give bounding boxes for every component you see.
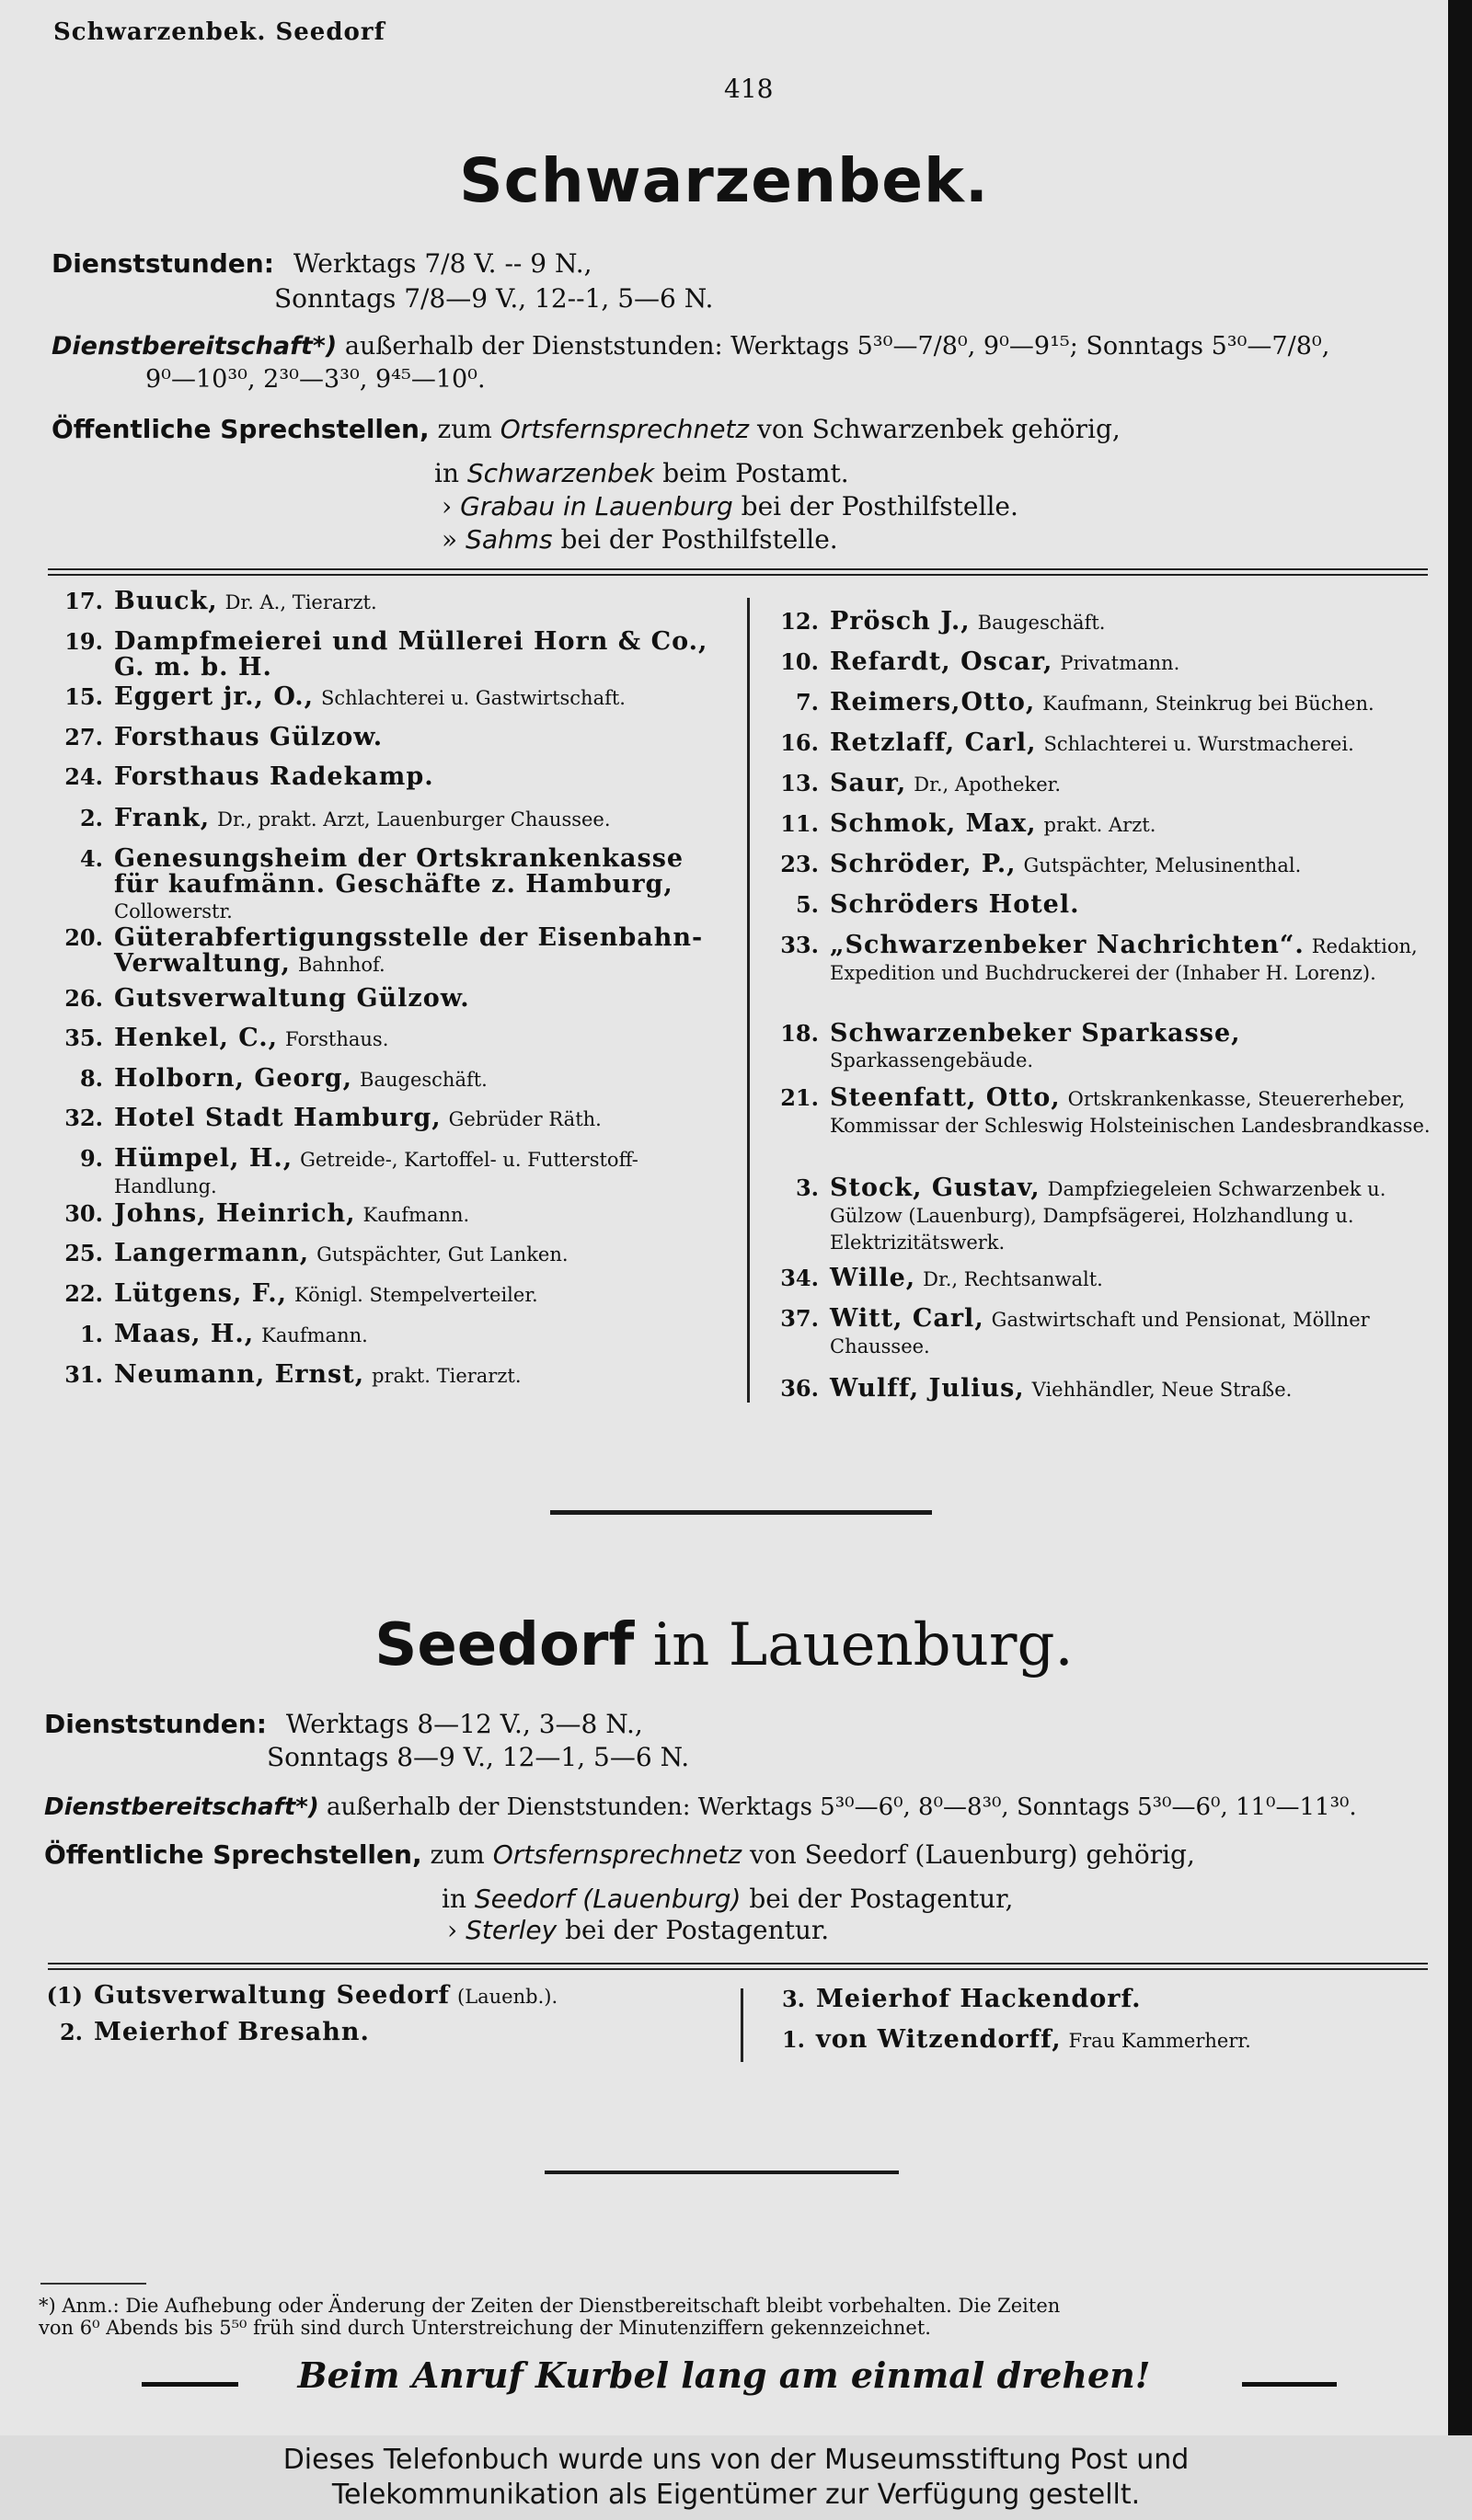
entry-number: 4. [79,845,103,872]
entry-name: Langermann, [114,1239,310,1267]
entry-name: „Schwarzenbeker Nachrichten“. [830,931,1305,959]
entry-description: Collowerstr. [114,900,233,922]
entry-description: Dr., Apotheker. [914,773,1062,796]
bereitschaft-row-1 [44,1793,1357,1821]
entry-text [830,933,1435,986]
entry-name: Stock, Gustav, [830,1174,1041,1202]
footnote-rule [40,2283,146,2285]
entry-number: 21. [780,1084,819,1111]
entry-number: 13. [780,770,819,796]
entry-text [114,1146,729,1199]
dienststunden-label: Dienststunden: [52,248,274,279]
sprech-gehoerig: von Seedorf (Lauenburg) gehörig, [750,1839,1195,1870]
entry-name: Schmok, Max, [830,809,1037,838]
entry-name: Schröder, P., [830,850,1017,878]
entry-description: Bahnhof. [297,954,385,976]
running-head: Schwarzenbek. Seedorf [53,18,385,46]
sprech-row-1 [52,416,1121,443]
section-separator [545,2171,899,2174]
entry-name: Forsthaus Gülzow. [114,723,384,751]
entry-number: 23. [780,851,819,877]
dienststunden-werktags: Werktags 8—12 V., 3—8 N., [285,1709,643,1739]
sprech-place-2-loc: bei der Postagentur. [565,1915,830,1945]
entry-name: Hümpel, H., [114,1144,293,1173]
entry-text [830,892,1435,919]
callout-rule-right [1242,2382,1337,2387]
entry-name: Frank, [114,804,211,832]
entry-description: Gebrüder Räth. [448,1108,602,1130]
double-rule [48,568,1428,576]
sprech-zum: zum [430,1839,485,1870]
sprech-netz: Ortsfernsprechnetz [492,1839,742,1870]
entry-number: 2. [79,805,103,831]
entry-text [830,690,1435,716]
sprech-mark: › [447,1915,458,1945]
entry-number: 15. [64,683,103,710]
entry-text [830,1306,1435,1359]
entry-name: Prösch J., [830,607,971,636]
entry-text [830,1266,1435,1292]
entry-name: von Witzendorff, [816,2025,1062,2054]
entry-description: Frau Kammerherr. [1068,2030,1251,2052]
footnote-line-1: *) Anm.: Die Aufhebung oder Änderung der Zeiten der Dienstbereitschaft bleibt vorbehalten. Die Zeiten [39,2295,1061,2317]
entry-text [830,1085,1435,1139]
entry-text [816,1987,1431,2013]
entry-description: Dr. A., Tierarzt. [224,591,377,613]
credit-line-1: Dieses Telefonbuch wurde uns von der Museumsstiftung Post und [282,2444,1190,2476]
entry-description: Baugeschäft. [977,612,1106,634]
entry-name: Gutsverwaltung Seedorf [94,1981,451,2010]
entry-name: Refardt, Oscar, [830,647,1053,676]
entry-number: 16. [780,729,819,756]
sprech-row-2 [434,460,849,487]
entry-name: Forsthaus Radekamp. [114,762,434,791]
bereitschaft-label: Dienstbereitschaft*) [52,332,338,361]
entry-name: Maas, H., [114,1320,255,1348]
entry-name: Lütgens, F., [114,1279,288,1308]
entry-name: Hotel Stadt Hamburg, [114,1104,442,1132]
sprech-place-2: Sterley [466,1915,558,1945]
entry-text [830,771,1435,797]
entry-text [830,1175,1435,1255]
sprech-place-1: Seedorf (Lauenburg) [474,1884,742,1914]
entry-description: Gastwirtschaft und Pensionat, Möllner Chaussee. [830,1309,1370,1357]
sprech-place-2-loc: bei der Posthilfstelle. [741,491,1018,521]
sprech-place-3-loc: bei der Posthilfstelle. [560,524,838,555]
entry-text [830,609,1435,636]
entry-name: Eggert jr., O., [114,682,315,711]
entry-text [114,1025,729,1052]
callout-text: Beim Anruf Kurbel lang am einmal drehen! [297,2354,1151,2396]
entry-description: Gutspächter, Melusinenthal. [1023,854,1302,876]
entry-number: 35. [64,1025,103,1051]
entry-number: 5. [795,891,819,918]
entry-description: Ortskrankenkasse, Steuererheber, Kommissar der Schleswig Holsteinischen Landesbrandkasse. [830,1088,1431,1137]
column-divider [747,598,750,1403]
credit-line-2: Telekommunikation als Eigentümer zur Verfügung gestellt. [331,2479,1141,2511]
sprech-row-3 [442,493,1018,521]
entry-number: 12. [780,608,819,635]
bereitschaft-text-1: außerhalb der Dienststunden: Werktags 5³⁰—6⁰, 8⁰—8³⁰, Sonntags 5³⁰—6⁰, 11⁰—11³⁰. [327,1793,1357,1821]
entry-description: Königl. Stempelverteiler. [293,1284,538,1306]
entry-text [94,1983,708,2010]
entry-description: prakt. Tierarzt. [372,1365,522,1387]
entry-name: Henkel, C., [114,1024,279,1052]
entry-text [114,629,729,682]
section-separator [550,1510,932,1515]
entry-name: Meierhof Hackendorf. [816,1985,1142,2013]
entry-text [114,1066,729,1093]
entry-description: Kaufmann. [362,1204,470,1226]
entry-name: Holborn, Georg, [114,1064,353,1093]
entry-number: 26. [64,985,103,1012]
entry-number: 24. [64,763,103,790]
entry-description: Privatmann. [1060,652,1180,674]
entry-name: Neumann, Ernst, [114,1360,365,1389]
entry-text [114,589,729,615]
bereitschaft-text-2: 9⁰—10³⁰, 2³⁰—3³⁰, 9⁴⁵—10⁰. [145,365,486,394]
entry-name: Retzlaff, Carl, [830,728,1037,757]
entry-description: Kaufmann. [261,1324,368,1346]
sprech-place-1-loc: bei der Postagentur, [749,1884,1014,1914]
entry-number: 22. [64,1280,103,1307]
dienststunden-row-1 [44,1711,643,1738]
entry-name: Gutsverwaltung Gülzow. [114,984,470,1013]
entry-number: 27. [64,724,103,750]
entry-name: Güterabfertigungsstelle der Eisenbahn-Verwaltung, [114,923,704,978]
section-title-seedorf [0,1611,1448,1679]
page-number: 418 [724,74,774,104]
entry-name: Schröders Hotel. [830,890,1080,919]
credit-bar [0,2435,1472,2520]
entry-name: Schwarzenbeker Sparkasse, [830,1019,1241,1048]
entry-number: 37. [780,1305,819,1332]
entry-text [816,2027,1431,2054]
entry-description: (Lauenb.). [457,1986,558,2008]
entry-text [114,1362,729,1389]
entry-text [114,764,729,791]
entry-number: (1) [46,1982,83,2009]
sprech-place-2: Grabau in Lauenburg [460,491,733,521]
entry-description: Dr., Rechtsanwalt. [923,1268,1103,1290]
entry-text [830,1021,1435,1073]
entry-description: Redaktion, Expedition und Buchdruckerei der (Inhaber H. Lorenz). [830,935,1418,984]
entry-name: Wille, [830,1264,916,1292]
entry-number: 30. [64,1200,103,1227]
entry-name: Johns, Heinrich, [114,1199,356,1228]
entry-number: 31. [64,1361,103,1388]
sprech-label: Öffentliche Sprechstellen, [52,414,430,444]
footnote-line-2: von 6⁰ Abends bis 5⁵⁰ früh sind durch Unterstreichung der Minutenziffern gekennzeichnet. [39,2317,931,2339]
sprech-netz: Ortsfernsprechnetz [500,414,750,444]
entry-description: Schlachterei u. Wurstmacherei. [1043,733,1354,755]
entry-text [830,1376,1435,1403]
sprech-mark: » [442,524,458,555]
entry-text [114,846,729,924]
entry-number: 8. [79,1065,103,1092]
entry-description: prakt. Arzt. [1043,814,1156,836]
sprech-row-3 [447,1917,829,1944]
entry-text [114,986,729,1013]
footnote [39,2295,1428,2339]
entry-text [830,649,1435,676]
dienststunden-sonntags: Sonntags 8—9 V., 12—1, 5—6 N. [267,1742,690,1772]
column-divider [741,1988,743,2062]
entry-description: Dampfziegeleien Schwarzenbek u. Gülzow (Lauenburg), Dampfsägerei, Holzhandlung u. Elektrizitätswerk. [830,1178,1386,1254]
entry-text [114,1281,729,1308]
dienststunden-row-1 [52,250,592,278]
bereitschaft-text-1: außerhalb der Dienststunden: Werktags 5³⁰—7/8⁰, 9⁰—9¹⁵; Sonntags 5³⁰—7/8⁰, [344,332,1330,361]
sprech-label: Öffentliche Sprechstellen, [44,1839,422,1870]
entry-description: Getreide-, Kartoffel- u. Futterstoff-Handlung. [114,1149,638,1197]
entry-description: Baugeschäft. [360,1069,488,1091]
entry-name: Dampfmeierei und Müllerei Horn & Co., G. m. b. H. [114,627,708,682]
entry-text [830,730,1435,757]
entry-text [114,1201,729,1228]
dienststunden-sonntags: Sonntags 7/8—9 V., 12--1, 5—6 N. [274,283,714,314]
sprech-row-2 [442,1885,1013,1913]
entry-text [114,1322,729,1348]
entry-description: Schlachterei u. Gastwirtschaft. [321,687,626,709]
dienststunden-werktags: Werktags 7/8 V. -- 9 N., [293,248,592,279]
entry-text [94,2020,708,2046]
entry-number: 10. [780,648,819,675]
sprech-in: in [442,1884,466,1914]
entry-number: 20. [64,924,103,951]
entry-number: 3. [795,1174,819,1201]
entry-description: Sparkassengebäude. [830,1049,1034,1071]
entry-text [114,725,729,751]
entry-number: 7. [795,689,819,716]
bereitschaft-row-1 [52,333,1329,361]
entry-number: 1. [781,2026,805,2053]
bereitschaft-label: Dienstbereitschaft*) [44,1793,319,1821]
sprech-gehoerig: von Schwarzenbek gehörig, [757,414,1121,444]
entry-number: 34. [780,1265,819,1291]
entry-number: 1. [79,1321,103,1347]
section-title-schwarzenbek: Schwarzenbek. [459,145,989,216]
scan-edge [1448,0,1472,2435]
entry-number: 17. [64,588,103,614]
entry-name: Witt, Carl, [830,1304,984,1333]
entry-text [830,811,1435,838]
entry-name: Reimers,Otto, [830,688,1036,716]
entry-number: 19. [64,628,103,655]
entry-name: Saur, [830,769,907,797]
entry-number: 18. [780,1020,819,1047]
sprech-place-3: Sahms [466,524,553,555]
double-rule [48,1963,1428,1970]
sprech-place-1: Schwarzenbek [466,458,655,488]
entry-description: Forsthaus. [285,1028,389,1050]
entry-number: 11. [780,810,819,837]
entry-number: 25. [64,1240,103,1266]
sprech-zum: zum [437,414,492,444]
entry-text [830,852,1435,878]
sprech-row-1 [44,1841,1195,1869]
section-title-seedorf-bold: Seedorf [374,1611,635,1679]
entry-number: 2. [59,2019,83,2045]
entry-text [114,806,729,832]
entry-name: Buuck, [114,587,218,615]
entry-name: Genesungsheim der Ortskrankenkasse für kaufmänn. Geschäfte z. Hamburg, [114,844,684,899]
entry-number: 33. [780,932,819,958]
entry-description: Dr., prakt. Arzt, Lauenburger Chaussee. [217,808,611,830]
entry-description: Gutspächter, Gut Lanken. [316,1243,569,1266]
entry-number: 32. [64,1105,103,1131]
entry-number: 3. [781,1986,805,2012]
sprech-row-4 [442,526,838,554]
entry-name: Wulff, Julius, [830,1374,1025,1403]
sprech-in: in [434,458,459,488]
entry-name: Steenfatt, Otto, [830,1083,1061,1112]
entry-name: Meierhof Bresahn. [94,2018,370,2046]
entry-text [114,925,729,978]
entry-text [114,1241,729,1267]
entry-text [114,1105,729,1132]
entry-description: Kaufmann, Steinkrug bei Büchen. [1042,693,1374,715]
entry-text [114,684,729,711]
entry-number: 36. [780,1375,819,1402]
entry-description: Viehhändler, Neue Straße. [1031,1379,1293,1401]
sprech-mark: › [442,491,453,521]
section-title-seedorf-rest: in Lauenburg. [652,1611,1074,1679]
sprech-place-1-loc: beim Postamt. [662,458,849,488]
entry-number: 9. [79,1145,103,1172]
dienststunden-label: Dienststunden: [44,1709,267,1739]
